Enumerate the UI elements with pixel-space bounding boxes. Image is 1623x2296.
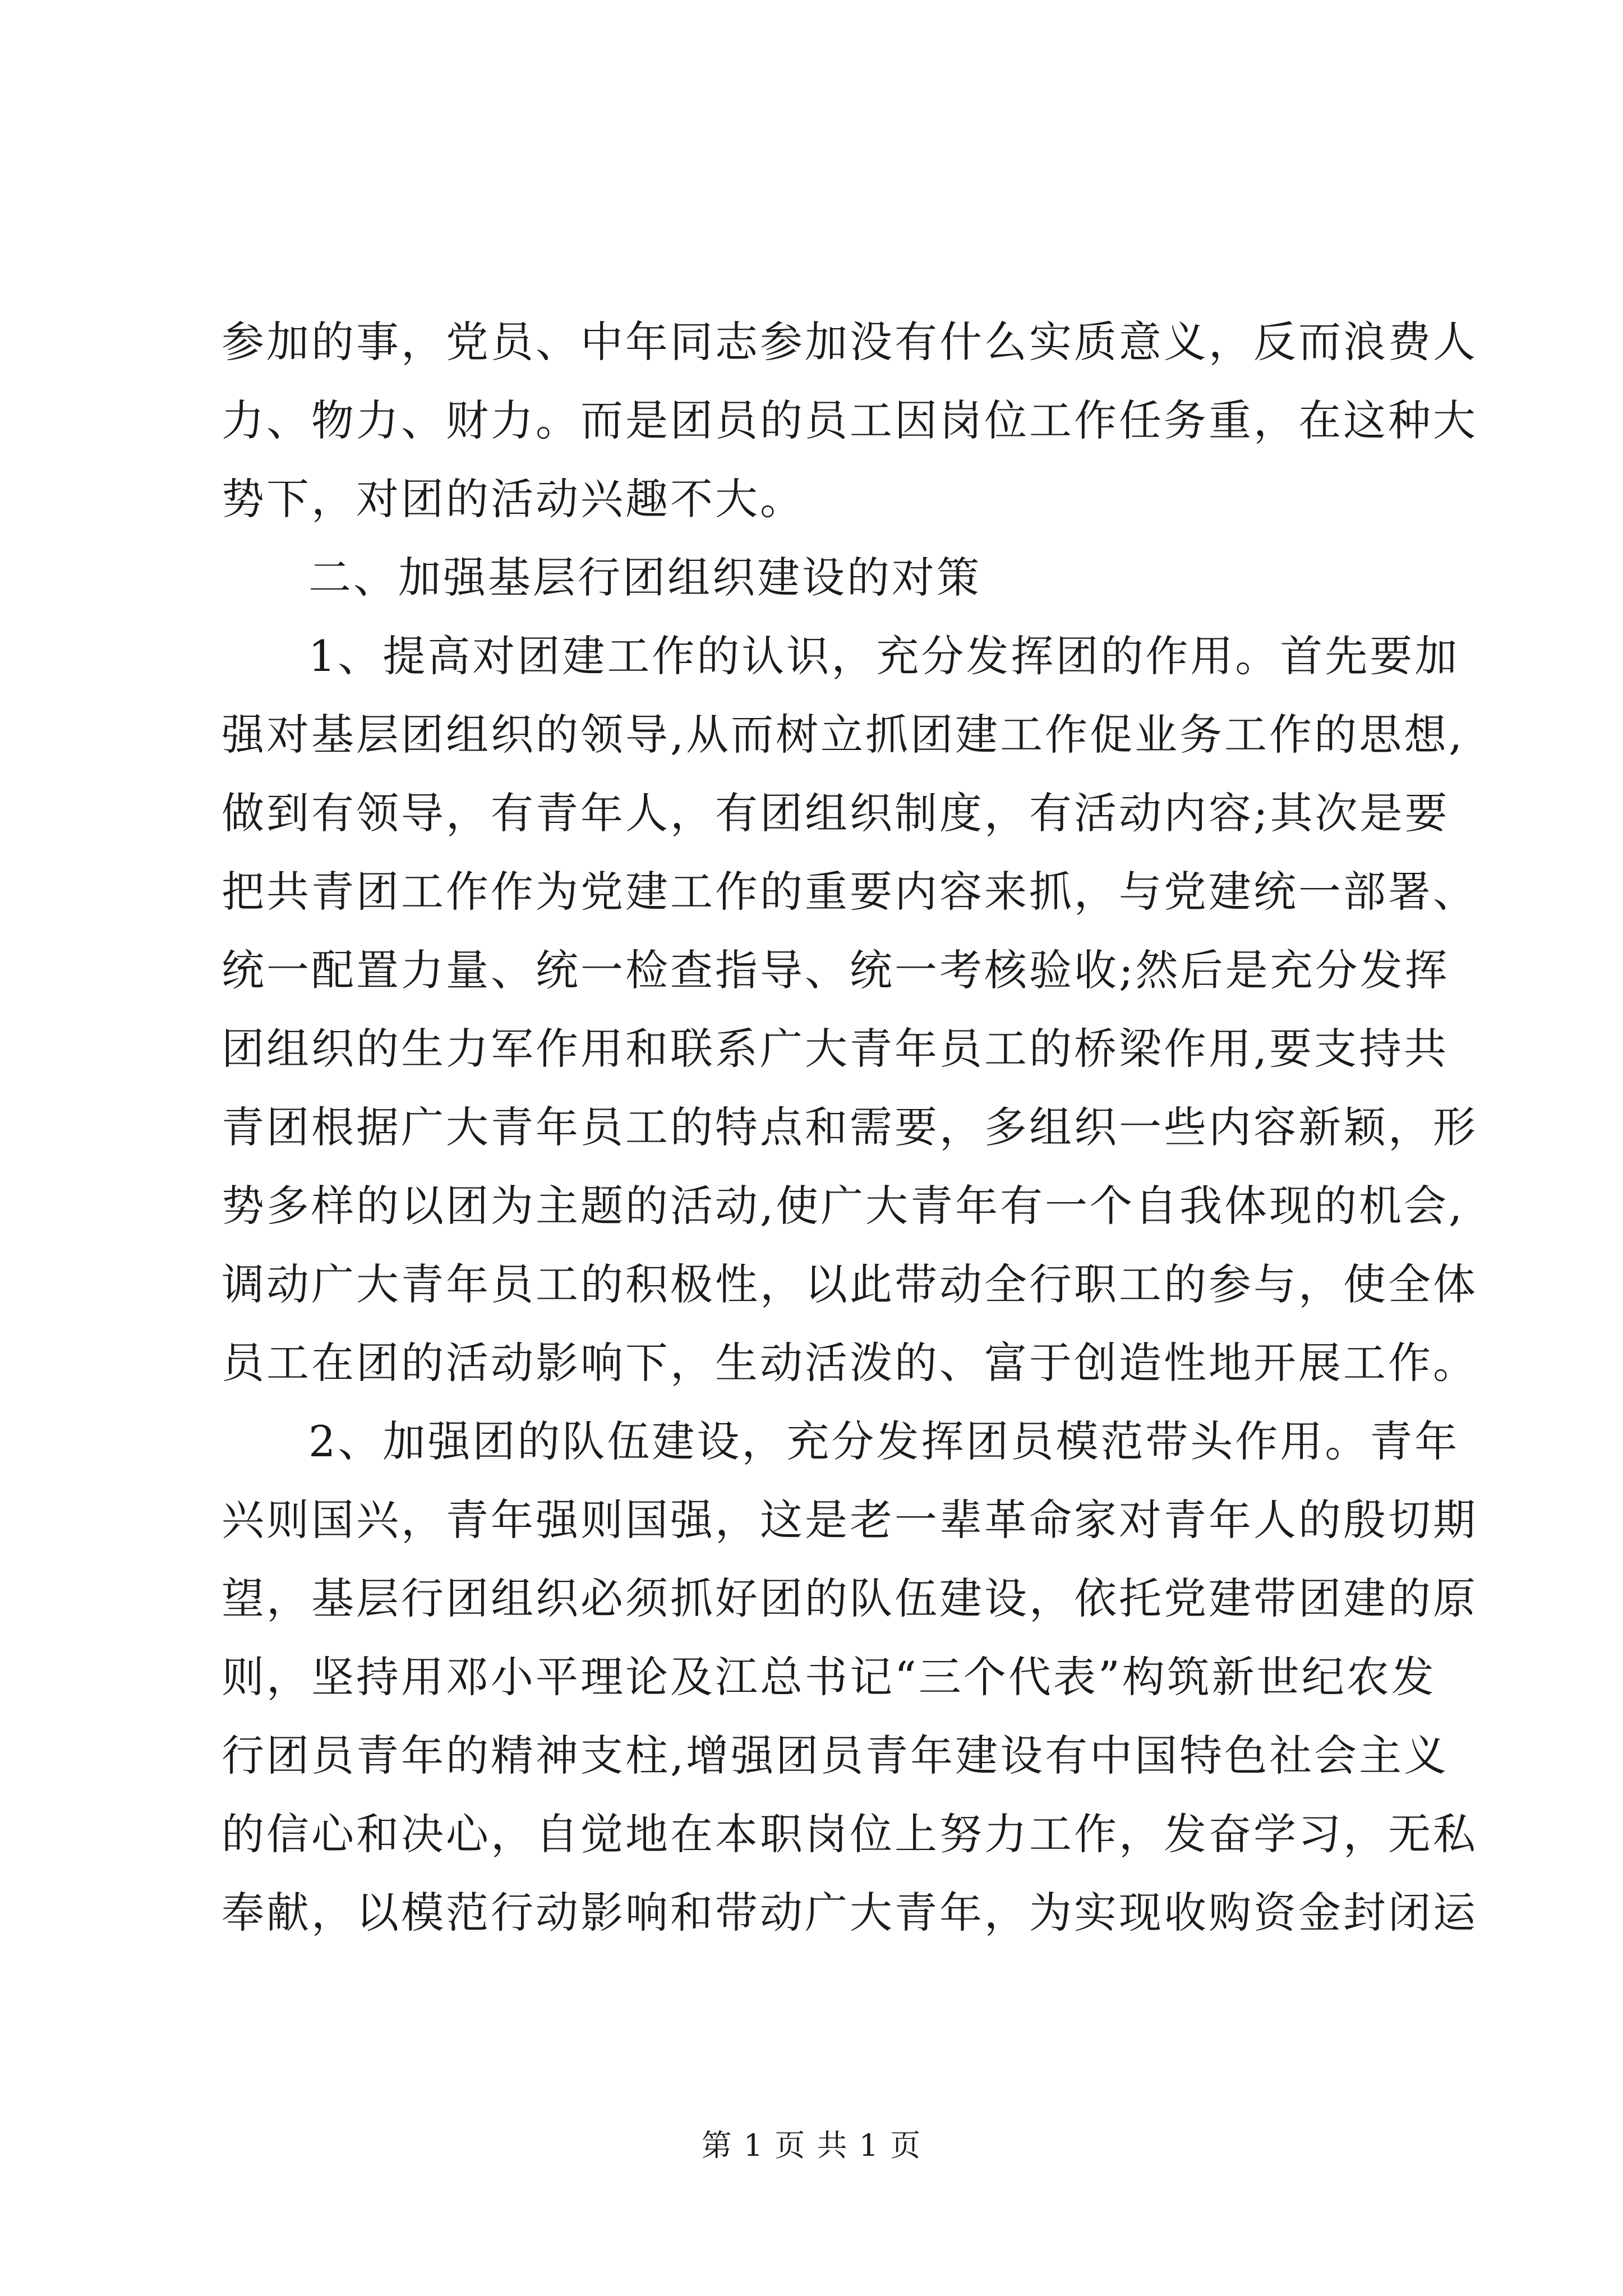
text-line: 团组织的生力军作用和联系广大青年员工的桥梁作用,要支持共	[222, 1024, 1449, 1074]
text-line: 则，坚持用邓小平理论及江总书记“三个代表”构筑新世纪农发	[222, 1652, 1436, 1702]
text-line: 兴则国兴，青年强则国强，这是老一辈革命家对青年人的殷切期	[222, 1495, 1478, 1545]
section-heading: 二、加强基层行团组织建设的对策	[308, 553, 981, 602]
text-line: 统一配置力量、统一检查指导、统一考核验收;然后是充分发挥	[222, 945, 1450, 995]
text-line: 做到有领导，有青年人，有团组织制度，有活动内容;其次是要	[222, 788, 1450, 838]
text-line: 参加的事，党员、中年同志参加没有什么实质意义，反而浪费人	[222, 317, 1478, 367]
text-line: 1、提高对团建工作的认识，充分发挥团的作用。首先要加	[308, 631, 1460, 681]
text-line: 强对基层团组织的领导,从而树立抓团建工作促业务工作的思想,	[222, 710, 1465, 760]
text-line: 行团员青年的精神支柱,增强团员青年建设有中国特色社会主义	[222, 1731, 1449, 1780]
text-line: 2、加强团的队伍建设，充分发挥团员模范带头作用。青年	[308, 1416, 1460, 1466]
text-line: 的信心和决心，自觉地在本职岗位上努力工作，发奋学习，无私	[222, 1809, 1478, 1859]
text-line: 调动广大青年员工的积极性，以此带动全行职工的参与，使全体	[222, 1259, 1478, 1309]
text-line: 奉献，以模范行动影响和带动广大青年，为实现收购资金封闭运	[222, 1888, 1478, 1938]
text-line: 青团根据广大青年员工的特点和需要，多组织一些内容新颖，形	[222, 1102, 1478, 1152]
text-line: 势下，对团的活动兴趣不大。	[222, 474, 805, 524]
text-line: 势多样的以团为主题的活动,使广大青年有一个自我体现的机会,	[222, 1181, 1465, 1231]
text-line: 员工在团的活动影响下，生动活泼的、富于创造性地开展工作。	[222, 1338, 1478, 1388]
page-number-label: 第 1 页 共 1 页	[701, 2128, 922, 2163]
document-body	[222, 303, 1478, 1952]
text-line: 望，基层行团组织必须抓好团的队伍建设，依托党建带团建的原	[222, 1573, 1478, 1623]
page-footer	[0, 2122, 1623, 2165]
text-line: 把共青团工作作为党建工作的重要内容来抓，与党建统一部署、	[222, 867, 1478, 917]
text-line: 力、物力、财力。而是团员的员工因岗位工作任务重，在这种大	[222, 395, 1478, 445]
